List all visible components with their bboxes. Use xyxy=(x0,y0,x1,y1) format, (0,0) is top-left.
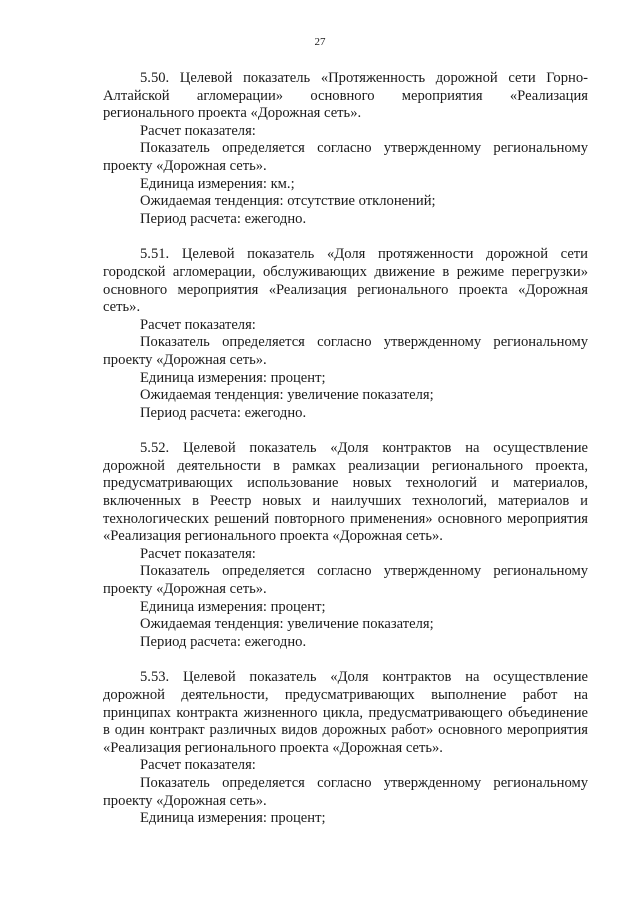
section-heading: 5.50. Целевой показатель «Протяженность дорожной сети Горно-Алтайской агломерации» основного мероприятия «Реализация регионального проекта «Дорожная сеть». xyxy=(103,70,588,122)
section-5-50 xyxy=(103,70,588,228)
expected-trend: Ожидаемая тенденция: отсутствие отклонений; xyxy=(140,193,436,210)
page-number: 27 xyxy=(314,36,326,48)
section-5-53 xyxy=(103,669,588,827)
section-5-51 xyxy=(103,246,588,422)
document-body xyxy=(103,70,588,846)
section-heading: 5.53. Целевой показатель «Доля контрактов на осуществление дорожной деятельности, предусматривающих выполнение работ на принципах контракта жизненного цикла, предусматривающего объединение в один контракт различных видов дорожных работ» основного мероприятия «Реализация регионального проекта «Дорожная сеть». xyxy=(103,669,588,756)
calc-method: Показатель определяется согласно утвержденному региональному проекту «Дорожная сеть». xyxy=(103,563,588,598)
expected-trend: Ожидаемая тенденция: увеличение показателя; xyxy=(140,387,434,404)
calc-period: Период расчета: ежегодно. xyxy=(140,633,307,650)
calc-label: Расчет показателя: xyxy=(140,316,256,333)
calc-label: Расчет показателя: xyxy=(140,545,256,562)
section-heading: 5.51. Целевой показатель «Доля протяженности дорожной сети городской агломерации, обслуживающих движение в режиме перегрузки» основного мероприятия «Реализация регионального проекта «Дорожная сеть». xyxy=(103,246,588,316)
calc-period: Период расчета: ежегодно. xyxy=(140,210,307,227)
unit-of-measure: Единица измерения: км.; xyxy=(140,175,295,192)
calc-label: Расчет показателя: xyxy=(140,122,256,139)
unit-of-measure: Единица измерения: процент; xyxy=(140,810,326,827)
unit-of-measure: Единица измерения: процент; xyxy=(140,369,326,386)
section-5-52 xyxy=(103,440,588,651)
calc-method: Показатель определяется согласно утвержденному региональному проекту «Дорожная сеть». xyxy=(103,140,588,174)
expected-trend: Ожидаемая тенденция: увеличение показателя; xyxy=(140,616,434,633)
calc-method: Показатель определяется согласно утвержденному региональному проекту «Дорожная сеть». xyxy=(103,774,588,809)
calc-method: Показатель определяется согласно утвержденному региональному проекту «Дорожная сеть». xyxy=(103,334,588,368)
calc-label: Расчет показателя: xyxy=(140,757,256,774)
unit-of-measure: Единица измерения: процент; xyxy=(140,598,326,615)
calc-period: Период расчета: ежегодно. xyxy=(140,404,307,421)
section-heading: 5.52. Целевой показатель «Доля контрактов на осуществление дорожной деятельности в рамках реализации регионального проекта, предусматривающих использование новых технологий и материалов, включенных в Реестр новых и наилучших технологий, материалов и технологических решений повторного применения» основного мероприятия «Реализация регионального проекта «Дорожная сеть». xyxy=(103,440,588,545)
